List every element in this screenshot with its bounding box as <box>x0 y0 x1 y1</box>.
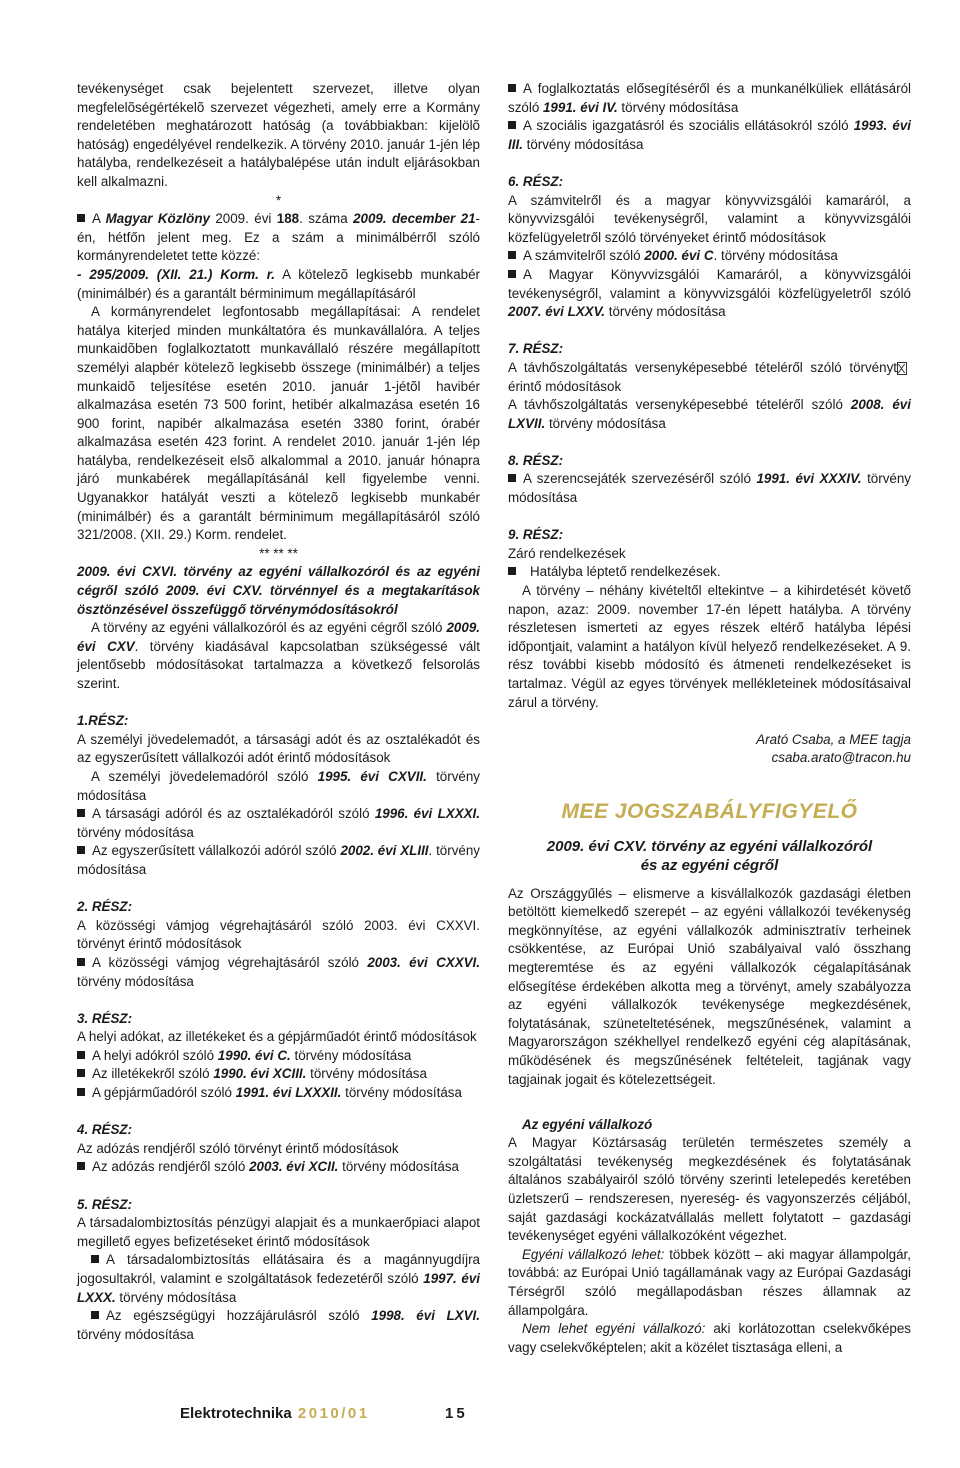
bullet-square-icon <box>91 1311 99 1319</box>
part-7-item: A távhőszolgáltatás versenyképesebbé tételéről szóló 2008. évi LXVII. törvény módosítása <box>508 397 911 431</box>
part-6-item: A számvitelről szóló 2000. évi C. törvény módosítása <box>508 247 911 266</box>
page-number: 15 <box>445 1405 468 1422</box>
bullet-square-icon <box>77 809 85 817</box>
part-9-paragraph: A törvény – néhány kivételtől eltekintve – a kihirdetését követő napon, azaz: 2009. november 17-én lépett hatályba. A törvény részletesen ismerteti az egyes részek eltérő hatályba lépési időpontjait, valamint a hatályon kívül helyező rendelkezéseket. A 9. rész további kisebb módosító és átmeneti rendelkezéseket is tartalmaz. Végül az egyes törvények mellékleteinek módosításaival zárul a törvény. <box>508 583 911 710</box>
part-5-item: A társadalombiztosítás ellátásaira és a magánnyugdíjra jogosultakról, valamint e szolgáltatások fedezetéről szóló 1997. évi LXXX. törvény módosítása <box>77 1252 480 1305</box>
bullet-square-icon <box>508 270 516 278</box>
part-6-heading: 6. RÉSZ: <box>508 173 564 189</box>
part-2-text: A közösségi vámjog végrehajtásáról szóló 2003. évi CXXVI. törvényt érintő módosítások <box>77 917 480 952</box>
part-1-heading: 1.RÉSZ: <box>77 713 129 729</box>
kozlony-paragraph: A Magyar Közlöny 2009. évi 188. száma 2009. december 21-én, hétfőn jelent meg. Ez a szám a minimálbérről szóló kormányrendeletet tette közzé: - 295/2009. (XII. 21.) Korm. r. A kötelezõ legkisebb munkabér (minimálbér) és a garantált bérminimum megállapításáról <box>77 211 480 301</box>
bullet-square-icon <box>77 214 85 222</box>
part-4-item: Az adózás rendjéről szóló 2003. évi XCII. törvény módosítása <box>77 1158 480 1177</box>
part-9-item: Hatályba léptető rendelkezések. <box>508 563 911 582</box>
box-x-icon <box>897 362 907 375</box>
journal-name: Elektrotechnika <box>180 1405 292 1422</box>
part-1-item: A személyi jövedelemadóról szóló 1995. évi CXVII. törvény módosítása <box>77 768 480 803</box>
subsection-heading: Az egyéni vállalkozó <box>522 1116 653 1132</box>
separator-star: * <box>275 192 282 208</box>
bullet-square-icon <box>77 1069 85 1077</box>
part-5-item: A foglalkoztatás elősegítéséről és a munkanélküliek ellátásáról szóló 1991. évi IV. törvény módosítása <box>508 81 911 115</box>
part-8-heading: 8. RÉSZ: <box>508 452 564 468</box>
issue-number: 2010/01 <box>297 1405 370 1422</box>
bullet-square-icon <box>508 84 516 92</box>
section-title: MEE JOGSZABÁLYFIGYELŐ <box>561 799 858 823</box>
part-1-item: A társasági adóról és az osztalékadóról szóló 1996. évi LXXXI. törvény módosítása <box>77 806 480 840</box>
part-4-text: Az adózás rendjéről szóló törvényt érintő módosítások <box>77 1140 399 1156</box>
law-heading: 2009. évi CXVI. törvény az egyéni vállalkozóról és az egyéni cégről szóló 2009. évi CXV. törvénnyel és a megtakarítások ösztönzésével összefüggő törvénymódosításokról <box>77 564 480 617</box>
bullet-square-icon <box>77 958 85 966</box>
bullet-square-icon <box>77 1051 85 1059</box>
part-6-item: A Magyar Könyvvizsgálói Kamaráról, a könyvvizsgálói tevékenységről, valamint a könyvvizsgálói közfelügyeletről szóló 2007. évi LXXV. törvény módosítása <box>508 266 911 320</box>
separator-stars: ** ** ** <box>259 545 298 561</box>
bullet-square-icon <box>77 1088 85 1096</box>
left-column <box>77 80 480 1344</box>
part-9-heading: 9. RÉSZ: <box>508 527 564 543</box>
law-title-line-1: 2009. évi CXV. törvény az egyéni vállalkozóról <box>546 837 873 855</box>
law-title-line-2: és az egyéni cégről <box>640 856 779 874</box>
part-3-item: A gépjárműadóról szóló 1991. évi LXXXII. törvény módosítása <box>77 1084 480 1103</box>
bullet-square-icon <box>508 121 516 129</box>
part-3-text: A helyi adókat, az illetékeket és a gépjárműadót érintő módosítások <box>77 1029 477 1045</box>
part-8-item: A szerencsejáték szervezéséről szóló 1991. évi XXXIV. törvény módosítása <box>508 471 911 506</box>
part-3-item: Az illetékekről szóló 1990. évi XCIII. törvény módosítása <box>77 1065 480 1084</box>
author-email[interactable]: csaba.arato@tracon.hu <box>771 750 911 766</box>
part-5-text: A társadalombiztosítás pénzügyi alapjait és a munkaerőpiaci alapot megillető egyes befizetéseket érintő módosítások <box>77 1215 480 1249</box>
right-column <box>508 80 911 1357</box>
minimum-wage-paragraph: A kormányrendelet legfontosabb megállapításai: A rendelet hatálya kiterjed minden munkáltatóra és munkavállalóra. A teljes munkaidõben foglalkoztatott munkavállaló részére megállapított személyi alapbér kötelezõ legkisebb összege (minimálbér) a teljes munkaidõ teljesítése esetén 2010. január 1-jétõl havibér alkalmazása esetén 73 500 forint, hetibér alkalmazása esetén 16 900 forint, napibér alkalmazása esetén 3380 forint, órabér alkalmazása esetén 423 forint. A rendelet 2010. január 1-jén lép hatályba, rendelkezéseit elsõ alkalommal a 2010. január hónapra járó munkabérek megállapításánál kell figyelembe venni. Ugyanakkor hatályát veszti a kötelezõ legkisebb munkabér (minimálbér) és a garantált bérminimum megállapításáról szóló 321/2008. (XII. 29.) Korm. rendelet. <box>77 304 480 543</box>
bullet-square-icon <box>91 1255 99 1263</box>
part-7-heading: 7. RÉSZ: <box>508 341 564 357</box>
intro-paragraph: tevékenységet csak bejelentett szervezet, illetve olyan megfelelõségértékelõ szervezet végezheti, amely erre a Kormány rendeletében meghatározott hatóság (a továbbiakban: kijelölõ hatóság) engedélyével rendelkezik. A törvény 2010. január 1-jén lép hatályba, rendelkezéseit a hatálybalépése után indult eljárásokban kell alkalmazni. <box>77 81 480 189</box>
part-5-item: A szociális igazgatásról és szociális ellátásokról szóló 1993. évi III. törvény módosítása <box>508 118 911 152</box>
part-3-heading: 3. RÉSZ: <box>77 1010 133 1026</box>
part-1-item: Az egyszerűsített vállalkozói adóról szóló 2002. évi XLIII. törvény módosítása <box>77 843 480 877</box>
part-1-text: A személyi jövedelemadót, a társasági adót és az osztalékadót és az egyszerűsített vállalkozói adót érintő módosítások <box>77 731 480 766</box>
part-3-item: A helyi adókról szóló 1990. évi C. törvény módosítása <box>77 1047 480 1066</box>
part-4-heading: 4. RÉSZ: <box>77 1122 133 1138</box>
bullet-square-icon <box>508 251 516 259</box>
subsection-paragraph: A Magyar Köztársaság területén természetes személy a szolgáltatási tevékenység megkezdésének és folytatásának általános szabályairól szóló törvény szerinti letelepedés keretében üzletszerű – rendszeresen, nyereség- és vagyonszerzés céljából, saját gazdasági kockázatvállalás mellett folytatott – gazdasági tevékenységet egyéni vállalkozóként végezhet. <box>508 1135 911 1244</box>
part-2-item: A közösségi vámjog végrehajtásáról szóló 2003. évi CXXVI. törvény módosítása <box>77 954 480 989</box>
author-name: Arató Csaba, a MEE tagja <box>756 731 911 747</box>
part-5-item: Az egészségügyi hozzájárulásról szóló 1998. évi LXVI. törvény módosítása <box>77 1308 480 1342</box>
bullet-square-icon <box>77 1162 85 1170</box>
law-summary: A törvény az egyéni vállalkozóról és az egyéni cégről szóló 2009. évi CXV. törvény kiadásával kapcsolatban szükségessé vált jelentősebb módosításokat tartalmazza a következő felsorolás szerint. <box>77 620 480 691</box>
part-7-text: A távhőszolgáltatás versenyképesebbé tételéről szóló törvényt érintő módosítások <box>508 359 911 396</box>
part-6-text: A számvitelről és a magyar könyvvizsgálói kamaráról, a könyvvizsgálói tevékenységről, valamint a könyvvizsgálói közfelügyeletről szóló törvényeket érintő módosítások <box>508 192 911 245</box>
subsection-paragraph: Nem lehet egyéni vállalkozó: aki korlátozottan cselekvőképes vagy cselekvőképtelen; akit a közélet tisztasága elleni, a <box>508 1321 912 1355</box>
subsection-paragraph: Egyéni vállalkozó lehet: többek között – aki magyar állampolgár, továbbá: az Európai Unió tagállamának vagy az Európai Gazdasági Térségről szóló megállapodásban részes államnak az állampolgára. <box>508 1246 911 1318</box>
part-9-text: Záró rendelkezések <box>508 545 626 561</box>
bullet-square-icon <box>508 567 516 575</box>
page-footer <box>180 1404 480 1424</box>
bullet-square-icon <box>508 474 516 482</box>
law-intro: Az Országgyűlés – elismerve a kisvállalkozók gazdasági életben betöltött kiemelkedő szerepét – az egyéni vállalkozói tevékenység megkönnyítése, az egyéni vállalkozók adminisztratív terheinek csökkentése, az Európai Unió szabályaival való összhang megteremtése és az egyéni vállalkozók cégalapításának elősegítése érdekében alkotta meg a törvényt, amely szabályozza az egyéni vállalkozók tevékenysége megkezdésének, folytatásának, szüneteltetésének, megszűnésének, valamint a Magyarországon székhellyel rendelkező egyéni cég alapításának, működésének és megszűnésének feltételeit, tagjának vagy tagjainak jogait és kötelezettségeit. <box>508 885 911 1087</box>
part-2-heading: 2. RÉSZ: <box>77 899 133 915</box>
part-5-heading: 5. RÉSZ: <box>77 1196 133 1212</box>
bullet-square-icon <box>77 846 85 854</box>
